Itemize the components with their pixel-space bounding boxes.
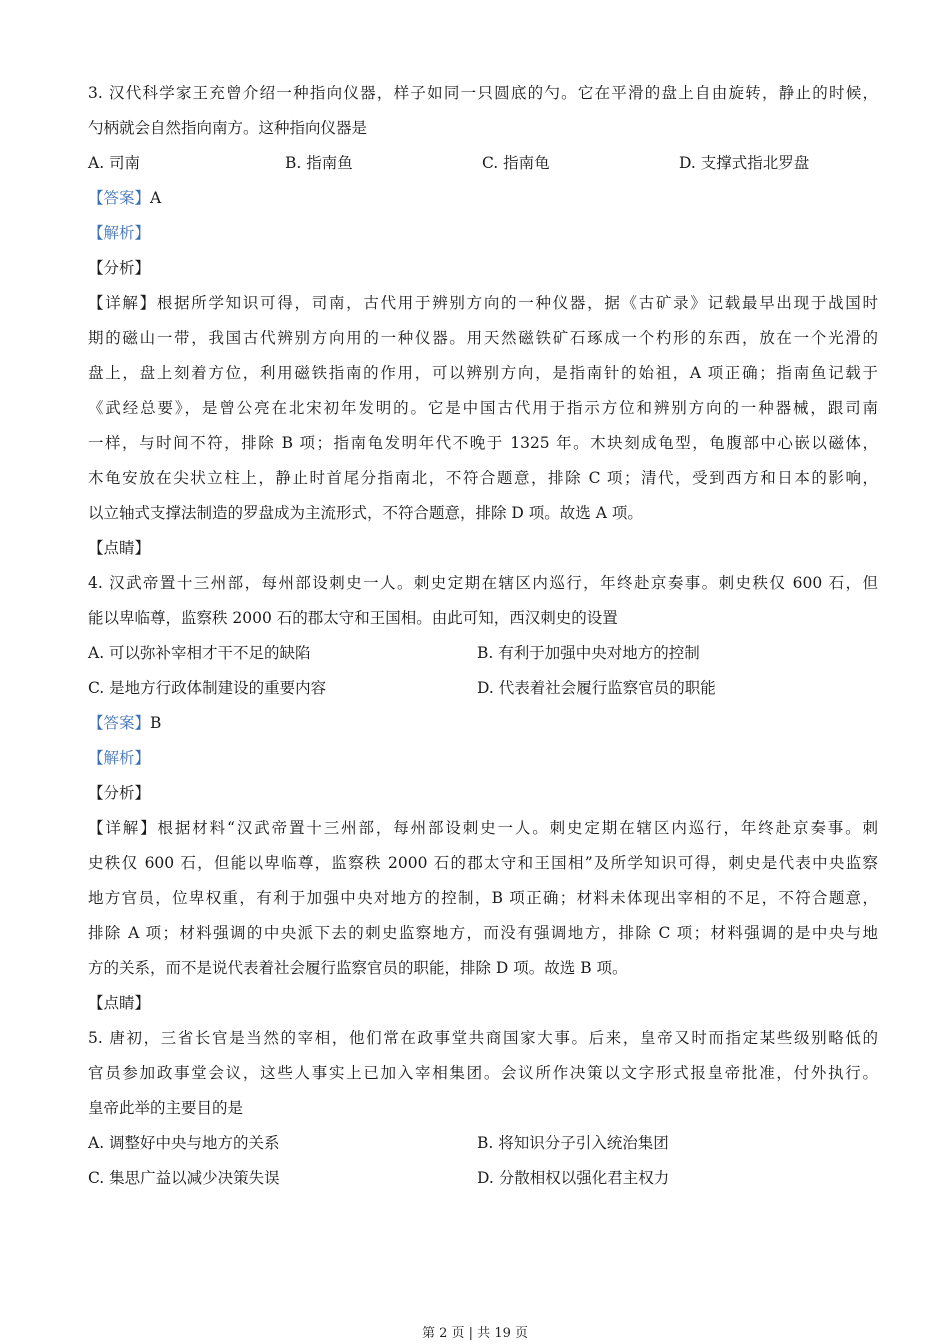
q3-detail-line-4: 《武经总要》，是曾公亮在北宋初年发明的。它是中国古代用于指示方位和辨别方向的一种器械，跟司南 [88, 399, 878, 417]
answer-value: B [150, 714, 162, 732]
q5-stem-line-3: 皇帝此举的主要目的是 [88, 1099, 244, 1117]
q3-detail-line-6: 木龟安放在尖状立柱上，静止时首尾分指南北，不符合题意，排除 C 项；清代，受到西方和日本的影响， [88, 469, 878, 487]
q4-option-c: C. 是地方行政体制建设的重要内容 [88, 679, 327, 697]
q3-detail-line-5: 一样，与时间不符，排除 B 项；指南龟发明年代不晚于 1325 年。木块刻成龟型，龟腹部中心嵌以磁体， [88, 434, 878, 452]
answer-tag: 【答案】 [88, 714, 151, 732]
q5-option-c: C. 集思广益以减少决策失误 [88, 1169, 280, 1187]
q4-option-a: A. 可以弥补宰相才干不足的缺陷 [88, 644, 311, 662]
answer-tag: 【答案】 [88, 189, 151, 207]
q4-detail-line-5: 方的关系，而不是说代表着社会履行监察官员的职能，排除 D 项。故选 B 项。 [88, 959, 628, 977]
q4-options-row-1 [88, 636, 878, 671]
q4-stem-line-1: 4. 汉武帝置十三州部，每州部设刺史一人。刺史定期在辖区内巡行，年终赴京奏事。刺史秩仅 600 石，但 [88, 574, 878, 592]
q5-stem-line-1: 5. 唐初，三省长官是当然的宰相，他们常在政事堂共商国家大事。后来，皇帝又时而指定某些级别略低的 [88, 1029, 878, 1047]
q3-stem-line-2: 勺柄就会自然指向南方。这种指向仪器是 [88, 119, 368, 137]
q5-options-row-1 [88, 1126, 878, 1161]
q4-option-d: D. 代表着社会履行监察官员的职能 [477, 679, 716, 697]
q4-options-row-2 [88, 671, 878, 706]
q5-option-a: A. 调整好中央与地方的关系 [88, 1134, 280, 1152]
q3-detail-line-3: 盘上，盘上刻着方位，利用磁铁指南的作用，可以辨别方向，是指南针的始祖，A 项正确；指南鱼记载于 [88, 364, 878, 382]
q3-stem-line-1: 3. 汉代科学家王充曾介绍一种指向仪器，样子如同一只圆底的勺。它在平滑的盘上自由旋转，静止的时候， [88, 84, 878, 102]
q3-option-b: B. 指南鱼 [285, 154, 353, 172]
q3-detail-line-1: 【详解】根据所学知识可得，司南，古代用于辨别方向的一种仪器，据《古矿录》记载最早出现于战国时 [88, 294, 878, 312]
page-footer: 第 2 页 | 共 19 页 [422, 1326, 528, 1341]
q4-option-b: B. 有利于加强中央对地方的控制 [477, 644, 700, 662]
q5-stem-line-2: 官员参加政事堂会议，这些人事实上已加入宰相集团。会议所作决策以文字形式报皇帝批准，付外执行。 [88, 1064, 878, 1082]
q4-answer [88, 706, 878, 741]
q5-option-b: B. 将知识分子引入统治集团 [477, 1134, 669, 1152]
q4-detail-line-3: 地方官员，位卑权重，有利于加强中央对地方的控制，B 项正确；材料未体现出宰相的不足，不符合题意， [88, 889, 878, 907]
q4-stem-line-2: 能以卑临尊，监察秩 2000 石的郡太守和王国相。由此可知，西汉刺史的设置 [88, 609, 618, 627]
q3-detail-line-2: 期的磁山一带，我国古代辨别方向用的一种仪器。用天然磁铁矿石琢成一个杓形的东西，放在一个光滑的 [88, 329, 878, 347]
document-page [88, 76, 878, 1196]
q3-analysis-tag: 【解析】 [88, 224, 151, 242]
q3-dianjing-tag: 【点睛】 [88, 539, 151, 557]
q3-fenxi-tag: 【分析】 [88, 259, 151, 277]
q4-detail-line-1: 【详解】根据材料“汉武帝置十三州部，每州部设刺史一人。刺史定期在辖区内巡行，年终赴京奏事。刺 [88, 819, 878, 837]
q5-options-row-2 [88, 1161, 878, 1196]
q3-options [88, 146, 878, 181]
q4-fenxi-tag: 【分析】 [88, 784, 151, 802]
q4-dianjing-tag: 【点睛】 [88, 994, 151, 1012]
answer-value: A [150, 189, 162, 207]
q3-option-c: C. 指南龟 [482, 154, 550, 172]
q5-option-d: D. 分散相权以强化君主权力 [477, 1169, 670, 1187]
q3-answer [88, 181, 878, 216]
q3-detail-line-7: 以立轴式支撑法制造的罗盘成为主流形式，不符合题意，排除 D 项。故选 A 项。 [88, 504, 643, 522]
q4-detail-line-2: 史秩仅 600 石，但能以卑临尊，监察秩 2000 石的郡太守和王国相”及所学知识可得，刺史是代表中央监察 [88, 854, 878, 872]
q4-detail-line-4: 排除 A 项；材料强调的中央派下去的刺史监察地方，而没有强调地方，排除 C 项；材料强调的是中央与地 [88, 924, 878, 942]
q3-option-d: D. 支撑式指北罗盘 [679, 154, 810, 172]
q3-option-a: A. 司南 [88, 154, 141, 172]
q4-analysis-tag: 【解析】 [88, 749, 151, 767]
